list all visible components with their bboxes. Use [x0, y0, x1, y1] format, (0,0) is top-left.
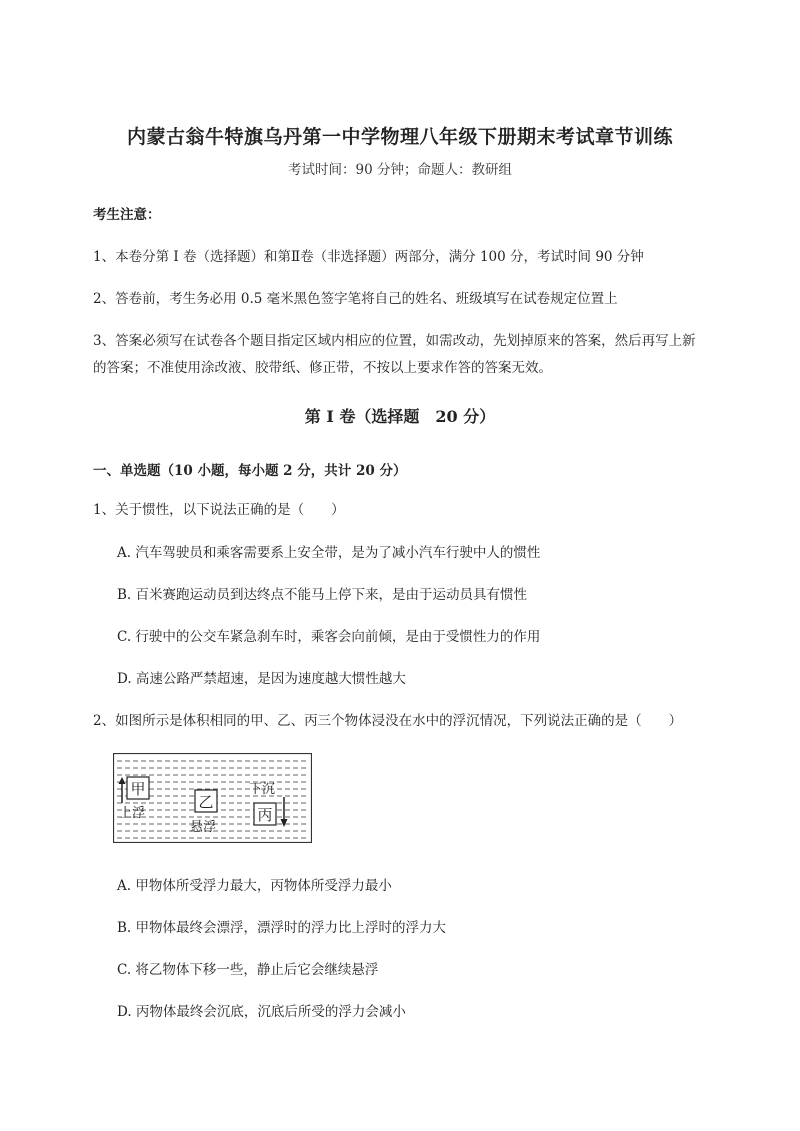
notice-item-2: 2、答卷前，考生务必用 0.5 毫米黑色签字笔将自己的姓名、班级填写在试卷规定位置上 [93, 291, 618, 307]
question-1-stem: 1、关于惯性，以下说法正确的是（ ） [93, 502, 345, 518]
section-title: 第 I 卷（选择题 20 分） [304, 407, 496, 426]
question-2-option-c: C. 将乙物体下移一些，静止后它会继续悬浮 [117, 962, 379, 978]
question-1-option-d: D. 高速公路严禁超速，是因为速度越大惯性越大 [117, 671, 406, 687]
label-xiachen: 下沉 [249, 782, 276, 797]
label-shangfu: 上浮 [119, 806, 146, 821]
notice-item-1: 1、本卷分第 I 卷（选择题）和第Ⅱ卷（非选择题）两部分，满分 100 分，考试时间 90 分钟 [93, 249, 644, 265]
label-xuanfu: 悬浮 [190, 820, 217, 835]
label-jia: 甲 [130, 780, 146, 798]
question-2-stem: 2、如图所示是体积相同的甲、乙、丙三个物体浸没在水中的浮沉情况，下列说法正确的是（ ） [93, 713, 683, 729]
question-1-option-b: B. 百米赛跑运动员到达终点不能马上停下来，是由于运动员具有惯性 [117, 587, 528, 603]
question-2-option-a: A. 甲物体所受浮力最大，丙物体所受浮力最小 [117, 878, 392, 894]
buoyancy-diagram [113, 753, 312, 843]
label-yi: 乙 [198, 793, 214, 811]
notice-item-3-line-2: 的答案；不准使用涂改液、胶带纸、修正带，不按以上要求作答的答案无效。 [93, 360, 552, 376]
label-bing: 丙 [257, 806, 273, 824]
document-title: 内蒙古翁牛特旗乌丹第一中学物理八年级下册期末考试章节训练 [126, 126, 673, 148]
question-2-option-b: B. 甲物体最终会漂浮，漂浮时的浮力比上浮时的浮力大 [117, 920, 447, 936]
notice-heading: 考生注意： [93, 207, 161, 223]
question-1-option-c: C. 行驶中的公交车紧急刹车时，乘客会向前倾，是由于受惯性力的作用 [117, 629, 541, 645]
question-2-option-d: D. 丙物体最终会沉底，沉底后所受的浮力会减小 [117, 1004, 406, 1020]
notice-item-3-line-1: 3、答案必须写在试卷各个题目指定区域内相应的位置，如需改动，先划掉原来的答案，然后再写上新 [93, 333, 696, 349]
part-heading: 一、单选题（10 小题，每小题 2 分，共计 20 分） [93, 463, 407, 479]
question-1-option-a: A. 汽车驾驶员和乘客需要系上安全带，是为了减小汽车行驶中人的惯性 [117, 545, 541, 561]
exam-info: 考试时间：90 分钟；命题人：教研组 [288, 162, 512, 178]
